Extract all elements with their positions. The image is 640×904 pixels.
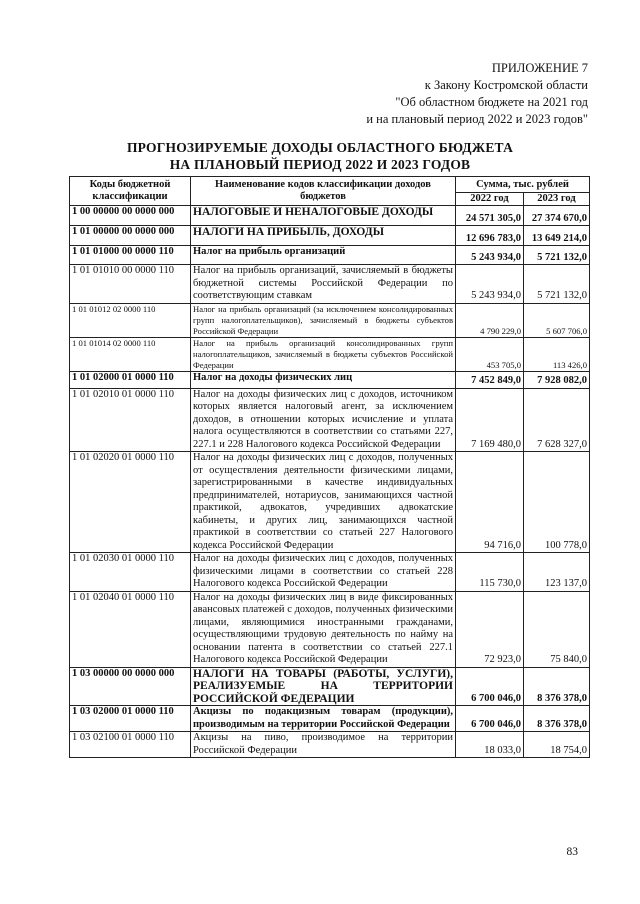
- row-code: 1 01 01000 00 0000 110: [70, 246, 191, 265]
- row-code: 1 01 01010 00 0000 110: [70, 265, 191, 304]
- row-value-2022: 115 730,0: [456, 553, 524, 592]
- appendix-line-3: "Об областном бюджете на 2021 год: [395, 95, 588, 109]
- row-code: 1 01 02040 01 0000 110: [70, 591, 191, 667]
- table-row: [70, 388, 590, 452]
- table-row: [70, 706, 590, 732]
- header-2023: 2023 год: [524, 193, 590, 206]
- row-value-2022: 5 243 934,0: [456, 246, 524, 265]
- row-value-2022: 453 705,0: [456, 337, 524, 371]
- row-value-2022: 94 716,0: [456, 452, 524, 553]
- row-code: 1 01 02010 01 0000 110: [70, 388, 191, 452]
- row-value-2023: 5 721 132,0: [524, 265, 590, 304]
- table-row: [70, 337, 590, 371]
- row-value-2023: 7 628 327,0: [524, 388, 590, 452]
- row-code: 1 01 02030 01 0000 110: [70, 553, 191, 592]
- table-row: [70, 303, 590, 337]
- row-name: Налог на прибыль организаций консолидированных групп налогоплательщиков, зачисляемый в бюджеты субъектов Российской Федерации: [191, 337, 456, 371]
- appendix-line-2: к Закону Костромской области: [424, 78, 588, 92]
- row-value-2023: 5 607 706,0: [524, 303, 590, 337]
- row-value-2022: 12 696 783,0: [456, 226, 524, 246]
- row-name: Налог на прибыль организаций, зачисляемый в бюджеты бюджетной системы Российской Федерации по соответствующим ставкам: [191, 265, 456, 304]
- row-value-2022: 6 700 046,0: [456, 667, 524, 706]
- table-row: [70, 591, 590, 667]
- row-code: 1 01 00000 00 0000 000: [70, 226, 191, 246]
- table-row: [70, 265, 590, 304]
- table-row: [70, 246, 590, 265]
- row-value-2022: 6 700 046,0: [456, 706, 524, 732]
- header-codes: Коды бюджетной классификации: [70, 177, 191, 206]
- row-name: Налог на доходы физических лиц с доходов, источником которых является налоговый агент, за исключением доходов, в отношении которых исчисление и уплата налога осуществляются в соответствии со статьями 227, 227.1 и 228 Налогового кодекса Российской Федерации: [191, 388, 456, 452]
- row-value-2022: 5 243 934,0: [456, 265, 524, 304]
- row-name: Акцизы на пиво, производимое на территории Российской Федерации: [191, 732, 456, 758]
- table-row: [70, 226, 590, 246]
- table-row: [70, 206, 590, 226]
- row-value-2023: 113 426,0: [524, 337, 590, 371]
- title-line-2: НА ПЛАНОВЫЙ ПЕРИОД 2022 И 2023 ГОДОВ: [169, 157, 471, 172]
- row-value-2023: 27 374 670,0: [524, 206, 590, 226]
- row-code: 1 03 02000 01 0000 110: [70, 706, 191, 732]
- row-name: Акцизы по подакцизным товарам (продукции), производимым на территории Российской Федерации: [191, 706, 456, 732]
- row-value-2023: 123 137,0: [524, 553, 590, 592]
- page-number: 83: [566, 846, 578, 858]
- header-sum: Сумма, тыс. рублей: [456, 177, 590, 193]
- row-name: Налог на прибыль организаций (за исключением консолидированных групп налогоплательщиков), зачисляемый в бюджеты субъектов Российской Федерации: [191, 303, 456, 337]
- row-value-2023: 8 376 378,0: [524, 706, 590, 732]
- row-code: 1 01 02000 01 0000 110: [70, 371, 191, 388]
- row-value-2023: 18 754,0: [524, 732, 590, 758]
- row-code: 1 01 01012 02 0000 110: [70, 303, 191, 337]
- row-value-2022: 4 790 229,0: [456, 303, 524, 337]
- appendix-header: [366, 60, 588, 128]
- row-name: Налог на доходы физических лиц с доходов, полученных от осуществления деятельности физическими лицами, зарегистрированными в качестве индивидуальных предпринимателей, нотариусов, занимающихся частной практикой, адвокатов, учредивших адвокатские кабинеты, и других лиц, занимающихся частной практикой в соответствии со статьей 227 Налогового кодекса Российской Федерации: [191, 452, 456, 553]
- header-names: Наименование кодов классификации доходов бюджетов: [191, 177, 456, 206]
- header-2022: 2022 год: [456, 193, 524, 206]
- appendix-line-1: ПРИЛОЖЕНИЕ 7: [491, 61, 588, 75]
- row-value-2022: 7 452 849,0: [456, 371, 524, 388]
- row-value-2022: 18 033,0: [456, 732, 524, 758]
- row-name: НАЛОГИ НА ПРИБЫЛЬ, ДОХОДЫ: [191, 226, 456, 246]
- row-code: 1 03 02100 01 0000 110: [70, 732, 191, 758]
- row-name: Налог на доходы физических лиц: [191, 371, 456, 388]
- row-name: НАЛОГИ НА ТОВАРЫ (РАБОТЫ, УСЛУГИ), РЕАЛИЗУЕМЫЕ НА ТЕРРИТОРИИ РОССИЙСКОЙ ФЕДЕРАЦИИ: [191, 667, 456, 706]
- row-value-2023: 8 376 378,0: [524, 667, 590, 706]
- table-row: [70, 553, 590, 592]
- row-name: Налог на доходы физических лиц в виде фиксированных авансовых платежей с доходов, полученных физическими лицами, являющимися иностранными гражданами, осуществляющими трудовую деятельность по найму на основании патента в соответствии со статьей 227.1 Налогового кодекса Российской Федерации: [191, 591, 456, 667]
- row-value-2022: 24 571 305,0: [456, 206, 524, 226]
- table-row: [70, 371, 590, 388]
- table-row: [70, 732, 590, 758]
- row-code: 1 01 01014 02 0000 110: [70, 337, 191, 371]
- row-code: 1 00 00000 00 0000 000: [70, 206, 191, 226]
- row-name: НАЛОГОВЫЕ И НЕНАЛОГОВЫЕ ДОХОДЫ: [191, 206, 456, 226]
- row-name: Налог на прибыль организаций: [191, 246, 456, 265]
- revenue-table: [69, 176, 590, 758]
- title-line-1: ПРОГНОЗИРУЕМЫЕ ДОХОДЫ ОБЛАСТНОГО БЮДЖЕТА: [126, 140, 514, 155]
- row-value-2023: 100 778,0: [524, 452, 590, 553]
- table-row: [70, 667, 590, 706]
- row-value-2022: 72 923,0: [456, 591, 524, 667]
- appendix-line-4: и на плановый период 2022 и 2023 годов": [366, 112, 588, 126]
- document-title: [0, 139, 640, 173]
- row-name: Налог на доходы физических лиц с доходов, полученных физическими лицами в соответствии со статьей 228 Налогового кодекса Российской Федерации: [191, 553, 456, 592]
- row-value-2023: 7 928 082,0: [524, 371, 590, 388]
- row-value-2023: 5 721 132,0: [524, 246, 590, 265]
- table-row: [70, 452, 590, 553]
- row-code: 1 01 02020 01 0000 110: [70, 452, 191, 553]
- row-code: 1 03 00000 00 0000 000: [70, 667, 191, 706]
- row-value-2022: 7 169 480,0: [456, 388, 524, 452]
- row-value-2023: 75 840,0: [524, 591, 590, 667]
- row-value-2023: 13 649 214,0: [524, 226, 590, 246]
